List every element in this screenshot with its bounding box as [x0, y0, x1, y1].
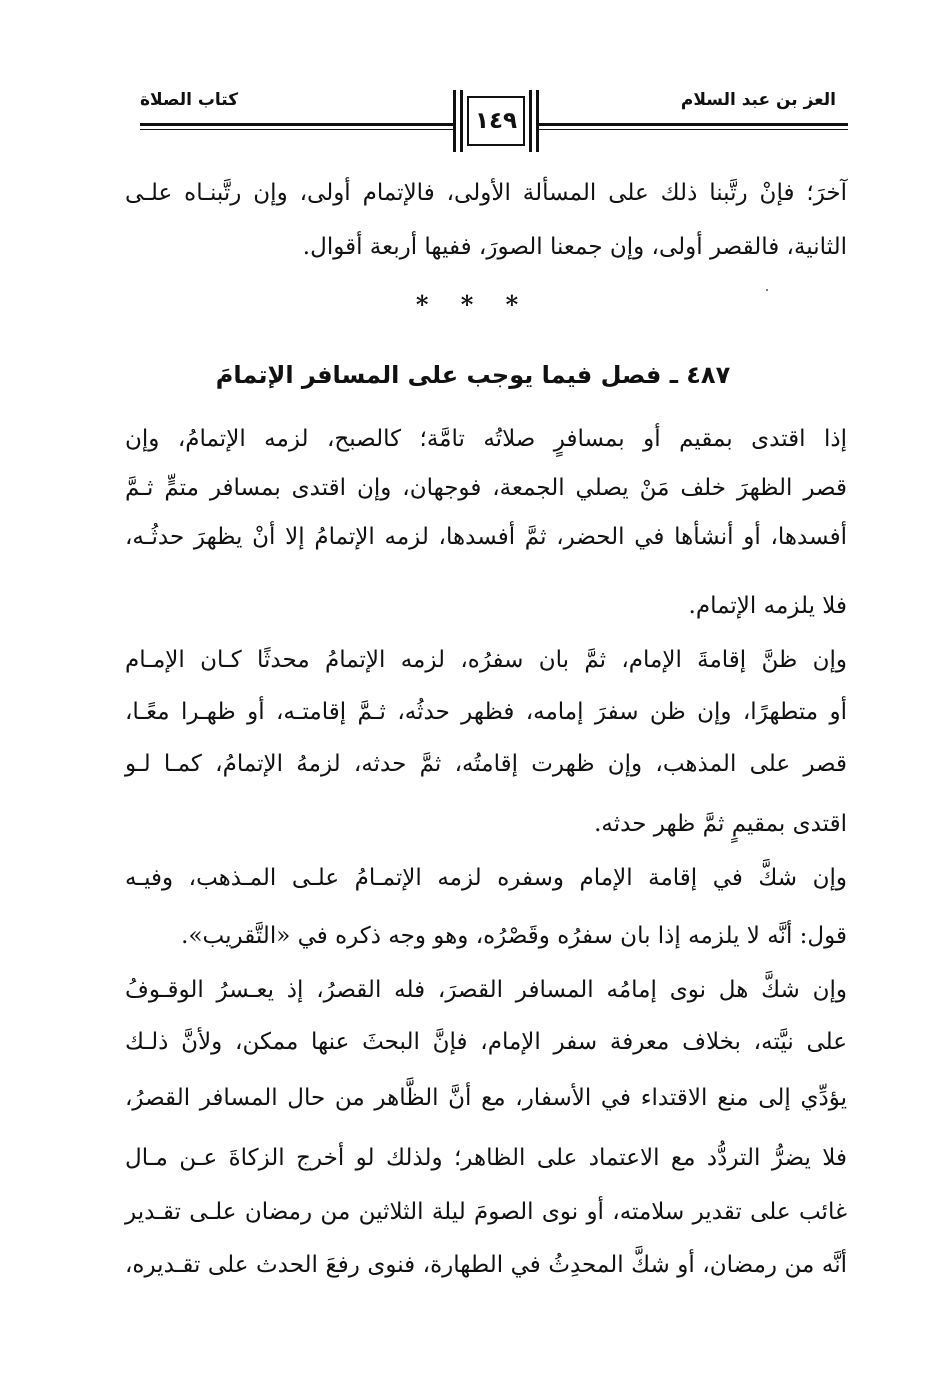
text-line: قصر على المذهب، وإن ظهرت إقامتُه، ثمَّ حدثه، لزمهُ الإتمامُ، كمـا لـو [125, 751, 847, 777]
text-line: وإن شكَّ هل نوى إمامُه المسافر القصرَ، فله القصرُ، إذ يعـسرُ الوقـوفُ [125, 977, 847, 1003]
frame-bar [460, 90, 463, 152]
text-line: الثانية، فالقصر أولى، وإن جمعنا الصورَ، ففيها أربعة أقوال. [302, 234, 847, 260]
text-line: إذا اقتدى بمقيم أو بمسافرٍ صلاتُه تامَّة؛ كالصبح، لزمه الإتمامُ، وإن [125, 426, 847, 452]
frame-bar [529, 90, 532, 152]
text-line: وإن ظنَّ إقامةَ الإمام، ثمَّ بان سفرُه، لزمه الإتمامُ محدثًا كـان الإمـام [125, 647, 847, 673]
frame-bar [453, 90, 456, 152]
text-line: أفسدها، أو أنشأها في الحضر، ثمَّ أفسدها، لزمه الإتمامُ إلا أنْ يظهرَ حدثُـه، [125, 524, 847, 550]
text-line: قصر الظهرَ خلف مَنْ يصلي الجمعة، فوجهان، وإن اقتدى بمسافر متمٍّ ثـمَّ [125, 475, 847, 501]
text-line: فلا يضرُّ التردُّد مع الاعتماد على الظاهر؛ ولذلك لو أخرج الزكاةَ عـن مـال [125, 1145, 847, 1171]
text-line: أو متطهرًا، وإن ظن سفرَ إمامه، فظهر حدثُه، ثـمَّ إقامتـه، أو ظهـرا معًـا، [125, 699, 847, 725]
section-heading: ٤٨٧ ـ فصل فيما يوجب على المسافر الإتمامَ [215, 361, 731, 389]
text-line: قول: أنَّه لا يلزمه إذا بان سفرُه وقَصْرُه، وهو وجه ذكره في «التَّقريب». [181, 923, 847, 949]
header-book-title: كتاب الصلاة [140, 90, 239, 110]
text-line: أنَّه من رمضان، أو شكَّ المحدِثُ في الطهارة، فنوى رفعَ الحدث على تقـديره، [125, 1252, 847, 1278]
header-author-title: العز بن عبد السلام [680, 90, 836, 110]
text-line: على نيَّته، بخلاف معرفة سفر الإمام، فإنَّ البحثَ عنها ممكن، ولأنَّ ذلـك [125, 1029, 847, 1055]
text-line: فلا يلزمه الإتمام. [688, 593, 847, 619]
page-number: ١٤٩ [467, 96, 525, 146]
page-number-frame [453, 90, 539, 152]
text-line: آخرَ؛ فإنْ رتَّبنا ذلك على المسألة الأولى، فالإتمام أولى، وإن رتَّبنـاه علـى [125, 180, 847, 206]
text-line: اقتدى بمقيمٍ ثمَّ ظهر حدثه. [594, 811, 847, 837]
text-line: وإن شكَّ في إقامة الإمام وسفره لزمه الإتمـامُ علـى المـذهب، وفيـه [125, 865, 847, 891]
frame-bar [536, 90, 539, 152]
section-ornament: * * * [415, 290, 531, 319]
text-line: غائب على تقدير سلامته، أو نوى الصومَ ليلة الثلاثين من رمضان علـى تقـدير [125, 1199, 847, 1225]
text-line: يؤدِّي إلى منع الاقتداء في الأسفار، مع أنَّ الظَّاهر من حال المسافر القصرُ، [125, 1085, 847, 1111]
